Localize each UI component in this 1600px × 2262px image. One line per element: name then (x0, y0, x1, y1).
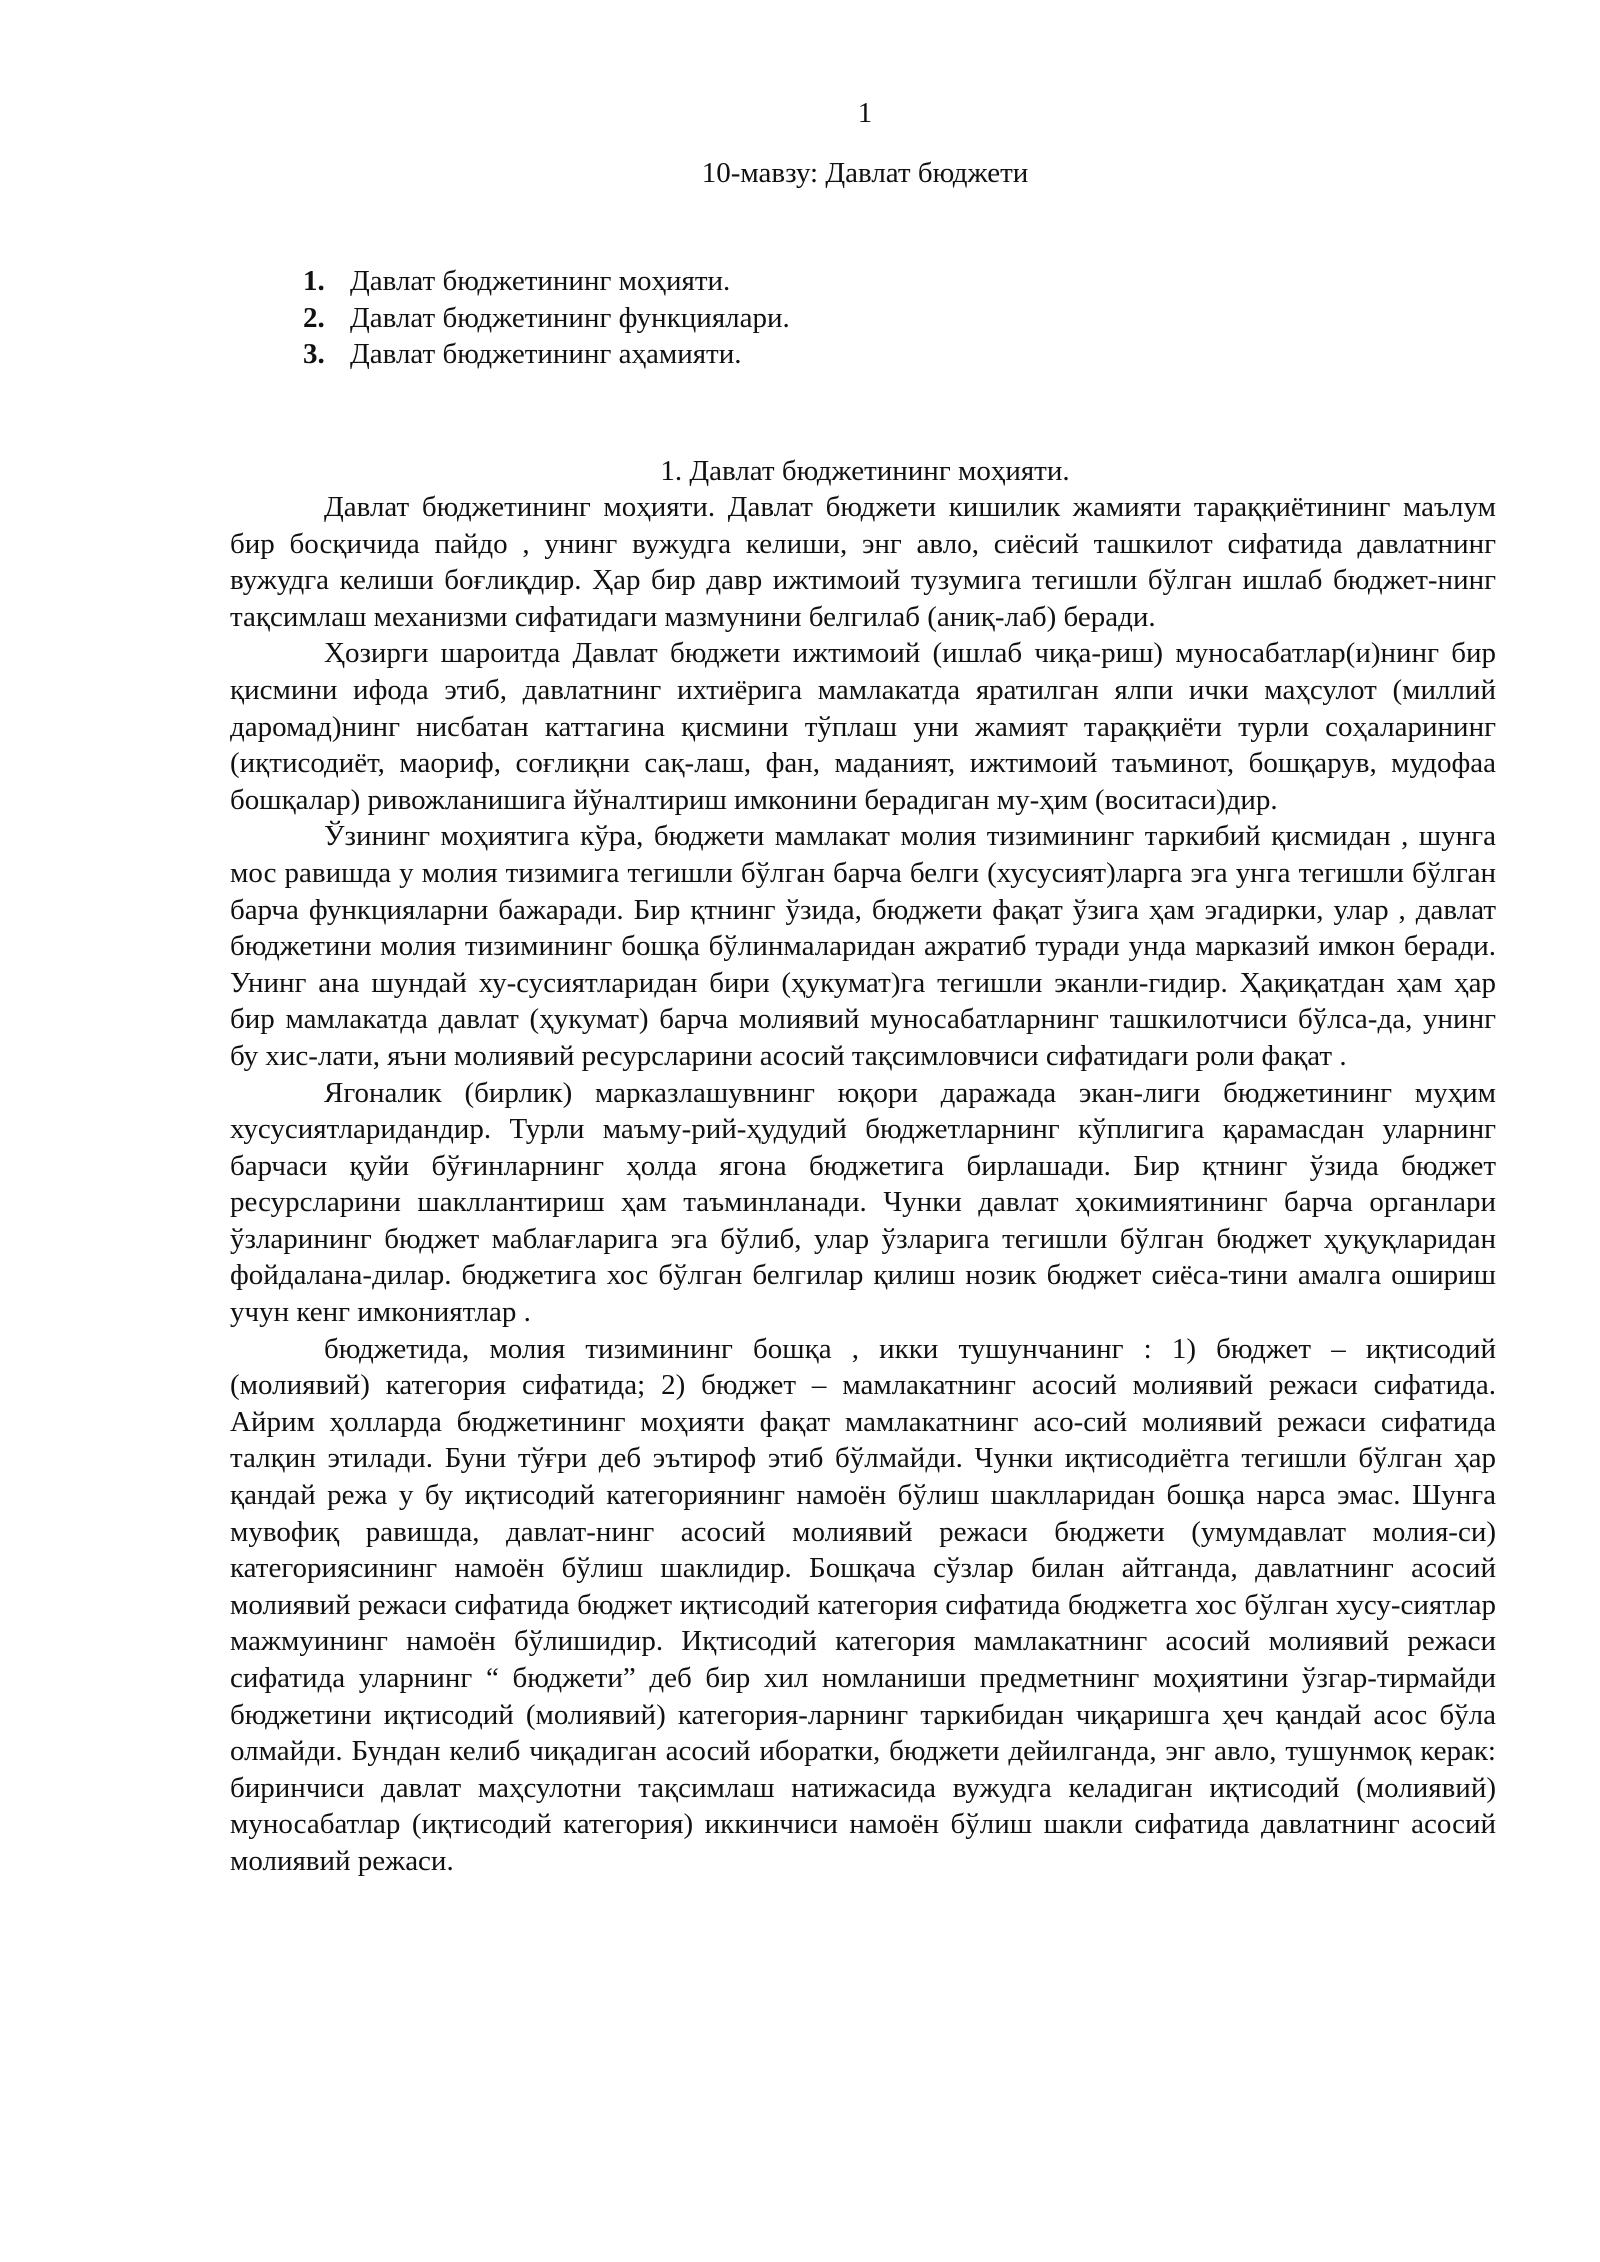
body-paragraph: бюджетида, молия тизимининг бошқа , икки тушунчанинг : 1) бюджет – иқтисодий (молиявий) категория сифатида; 2) бюджет – мамлакатнинг асосий молиявий режаси сифатида. Айрим ҳолларда бюджетининг моҳияти фақат мамлакатнинг асо-сий молиявий режаси сифатида талқин этилади. Буни тўғри деб эътироф этиб бўлмайди. Чунки иқтисодиётга тегишли бўлган ҳар қандай режа у бу иқтисодий категориянинг намоён бўлиш шаклларидан бошқа нарса эмас. Шунга мувофиқ равишда, давлат-нинг асосий молиявий режаси бюджети (умумдавлат молия-си) категориясининг намоён бўлиш шаклидир. Бошқача сўзлар билан айтганда, давлатнинг асосий молиявий режаси сифатида бюджет иқтисодий категория сифатида бюджетга хос бўлган хусу-сиятлар мажмуининг намоён бўлишидир. Иқтисодий категория мамлакатнинг асосий молиявий режаси сифатида уларнинг “ бюджети” деб бир хил номланиши предметнинг моҳиятини ўзгар-тирмайди бюджетини иқтисодий (молиявий) категория-ларнинг таркибидан чиқаришга ҳеч қандай асос бўла олмайди. Бундан келиб чиқадиган асосий иборатки, бюджети дейилганда, энг авло, тушунмоқ керак: биринчиси давлат маҳсулотни тақсимлаш натижасида вужудга келадиган иқтисодий (молиявий) муносабатлар (иқтисодий категория) иккинчиси намоён бўлиш шакли сифатида давлатнинг асосий молиявий режаси. (230, 1332, 1496, 1877)
topic-outline (290, 263, 790, 373)
outline-item (290, 263, 790, 300)
outline-item-number: 3. (303, 338, 325, 370)
topic-title: 10-мавзу: Давлат бюджети (701, 157, 1029, 189)
outline-item-number: 2. (303, 301, 325, 334)
outline-item-text: Давлат бюджетининг аҳамияти. (350, 338, 742, 370)
body-paragraph: Давлат бюджетининг моҳияти. Давлат бюджети кишилик жамияти тараққиётининг маълум бир босқичида пайдо , унинг вужудга келиши, энг авло, сиёсий ташкилот сифатида давлатнинг вужудга келиши боғлиқдир. Ҳар бир давр ижтимоий тузумига тегишли бўлган ишлаб бюджет-нинг тақсимлаш механизми сифатидаги мазмунини белгилаб (аниқ-лаб) беради. (230, 491, 1496, 633)
outline-item-text: Давлат бюджетининг моҳияти. (350, 265, 731, 297)
section-heading: 1. Давлат бюджетининг моҳияти. (660, 455, 1070, 487)
outline-item (290, 336, 790, 373)
page-number: 1 (857, 97, 873, 129)
body-paragraph: Ягоналик (бирлик) марказлашувнинг юқори даражада экан-лиги бюджетининг муҳим хусусиятларидандир. Турли маъму-рий-ҳудудий бюджетларнинг кўплигига қарамасдан уларнинг барчаси қуйи бўғинларнинг ҳолда ягона бюджетига бирлашади. Бир қтнинг ўзида бюджет ресурсларини шакллантириш ҳам таъминланади. Чунки давлат ҳокимиятининг барча органлари ўзларининг бюджет маблағларига эга бўлиб, улар ўзларига тегишли бўлган бюджет ҳуқуқларидан фойдалана-дилар. бюджетига хос бўлган белгилар қилиш нозик бюджет сиёса-тини амалга ошириш учун кенг имкониятлар . (230, 1076, 1496, 1329)
outline-item-text: Давлат бюджетининг функциялари. (350, 301, 790, 334)
outline-item-number: 1. (303, 265, 325, 297)
body-text (230, 489, 1496, 1880)
outline-item (290, 300, 790, 337)
body-paragraph: Ҳозирги шароитда Давлат бюджети ижтимоий (ишлаб чиқа-риш) муносабатлар(и)нинг бир қисмини ифода этиб, давлатнинг ихтиёрига мамлакатда яратилган ялпи ички маҳсулот (миллий даромад)нинг нисбатан каттагина қисмини тўплаш уни жамият тараққиёти турли соҳаларининг (иқтисодиёт, маориф, соғлиқни сақ-лаш, фан, маданият, ижтимоий таъминот, бошқарув, мудофаа бошқалар) ривожланишига йўналтириш имконини берадиган му-ҳим (воситаси)дир. (230, 637, 1496, 816)
body-paragraph: Ўзининг моҳиятига кўра, бюджети мамлакат молия тизимининг таркибий қисмидан , шунга мос равишда у молия тизимига тегишли бўлган барча белги (хусусият)ларга эга унга тегишли бўлган барча функцияларни бажаради. Бир қтнинг ўзида, бюджети фақат ўзига ҳам эгадирки, улар , давлат бюджетини молия тизимининг бошқа бўлинмаларидан ажратиб туради унда марказий имкон беради. Унинг ана шундай ху-сусиятларидан бири (ҳукумат)га тегишли эканли-гидир. Ҳақиқатдан ҳам ҳар бир мамлакатда давлат (ҳукумат) барча молиявий муносабатларнинг ташкилотчиси бўлса-да, унинг бу хис-лати, яъни молиявий ресурсларини асосий тақсимловчиси сифатидаги роли фақат . (230, 820, 1496, 1072)
